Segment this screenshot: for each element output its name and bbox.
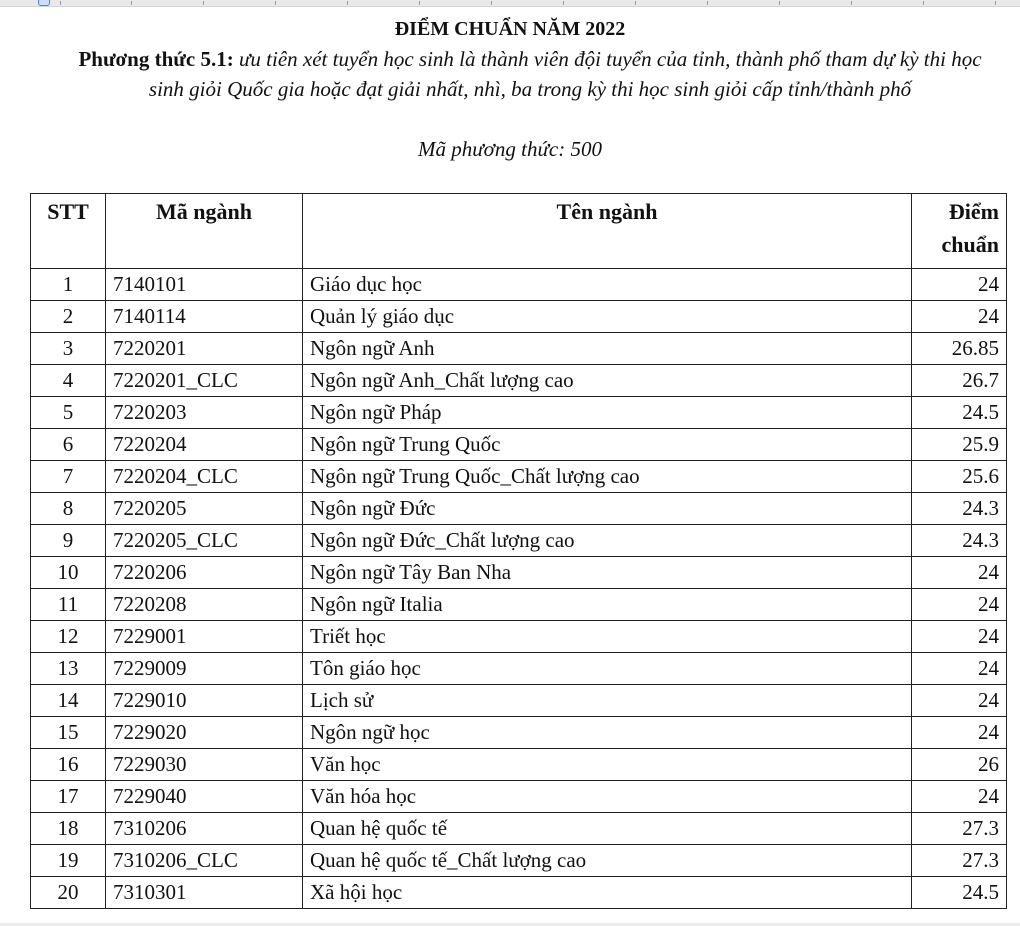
ruler-tick — [779, 1, 780, 5]
table-row — [31, 525, 1007, 557]
table-row — [31, 813, 1007, 845]
header-score-line2: chuẩn — [941, 232, 999, 257]
cell-score: 24.3 — [912, 493, 1007, 525]
cell-score: 24 — [912, 653, 1007, 685]
ruler-tick — [491, 1, 492, 5]
cell-stt: 1 — [31, 269, 106, 301]
cell-code: 7229010 — [106, 685, 303, 717]
cell-name: Ngôn ngữ Pháp — [303, 397, 912, 429]
cell-code: 7220204_CLC — [106, 461, 303, 493]
table-row — [31, 749, 1007, 781]
cell-stt: 2 — [31, 301, 106, 333]
cell-code: 7220205 — [106, 493, 303, 525]
cell-code: 7220206 — [106, 557, 303, 589]
cell-score: 26.85 — [912, 333, 1007, 365]
cell-stt: 18 — [31, 813, 106, 845]
cell-stt: 15 — [31, 717, 106, 749]
cell-stt: 11 — [31, 589, 106, 621]
cell-stt: 10 — [31, 557, 106, 589]
cell-code: 7220204 — [106, 429, 303, 461]
cell-name: Ngôn ngữ Trung Quốc_Chất lượng cao — [303, 461, 912, 493]
ruler-tick — [707, 1, 708, 5]
table-row — [31, 269, 1007, 301]
cell-name: Lịch sử — [303, 685, 912, 717]
method-label: Phương thức 5.1: — [78, 47, 234, 71]
cell-name: Quan hệ quốc tế — [303, 813, 912, 845]
cell-score: 24.5 — [912, 397, 1007, 429]
cell-score: 24 — [912, 589, 1007, 621]
cell-name: Ngôn ngữ Đức_Chất lượng cao — [303, 525, 912, 557]
cell-stt: 19 — [31, 845, 106, 877]
cell-code: 7229020 — [106, 717, 303, 749]
table-row — [31, 589, 1007, 621]
table-row — [31, 493, 1007, 525]
cell-name: Ngôn ngữ Italia — [303, 589, 912, 621]
cell-stt: 3 — [31, 333, 106, 365]
cell-code: 7220201 — [106, 333, 303, 365]
cell-score: 24.5 — [912, 877, 1007, 909]
ruler-tick — [851, 1, 852, 5]
method-description-block — [60, 44, 1000, 104]
cell-name: Quan hệ quốc tế_Chất lượng cao — [303, 845, 912, 877]
cell-name: Ngôn ngữ học — [303, 717, 912, 749]
cell-stt: 6 — [31, 429, 106, 461]
cell-name: Triết học — [303, 621, 912, 653]
table-row — [31, 301, 1007, 333]
table-row — [31, 397, 1007, 429]
table-row — [31, 557, 1007, 589]
ruler-tick — [563, 1, 564, 5]
cell-stt: 20 — [31, 877, 106, 909]
cell-code: 7220201_CLC — [106, 365, 303, 397]
cell-code: 7229009 — [106, 653, 303, 685]
cell-name: Ngôn ngữ Anh — [303, 333, 912, 365]
header-stt: STT — [31, 194, 106, 269]
cell-stt: 16 — [31, 749, 106, 781]
cell-score: 26.7 — [912, 365, 1007, 397]
header-name: Tên ngành — [303, 194, 912, 269]
document-ruler[interactable] — [0, 0, 1020, 7]
cell-stt: 17 — [31, 781, 106, 813]
table-row — [31, 365, 1007, 397]
cell-name: Xã hội học — [303, 877, 912, 909]
cell-stt: 4 — [31, 365, 106, 397]
cell-code: 7220208 — [106, 589, 303, 621]
cell-code: 7310206_CLC — [106, 845, 303, 877]
table-row — [31, 429, 1007, 461]
cell-name: Ngôn ngữ Tây Ban Nha — [303, 557, 912, 589]
ruler-tick — [347, 1, 348, 5]
cell-stt: 7 — [31, 461, 106, 493]
cell-stt: 9 — [31, 525, 106, 557]
cell-name: Ngôn ngữ Anh_Chất lượng cao — [303, 365, 912, 397]
table-row — [31, 877, 1007, 909]
ruler-tick — [275, 1, 276, 5]
cell-name: Giáo dục học — [303, 269, 912, 301]
cell-code: 7140101 — [106, 269, 303, 301]
admission-scores-table — [30, 193, 1007, 909]
cell-score: 24 — [912, 621, 1007, 653]
ruler-tick — [203, 1, 204, 5]
ruler-tick — [60, 1, 61, 5]
cell-score: 24 — [912, 269, 1007, 301]
cell-stt: 13 — [31, 653, 106, 685]
ruler-tick — [635, 1, 636, 5]
table-row — [31, 845, 1007, 877]
header-code: Mã ngành — [106, 194, 303, 269]
ruler-tick — [419, 1, 420, 5]
cell-name: Văn hóa học — [303, 781, 912, 813]
cell-name: Văn học — [303, 749, 912, 781]
cell-score: 24 — [912, 781, 1007, 813]
table-row — [31, 333, 1007, 365]
cell-score: 24 — [912, 685, 1007, 717]
document-title: ĐIỂM CHUẨN NĂM 2022 — [394, 18, 626, 40]
cell-code: 7229001 — [106, 621, 303, 653]
cell-score: 26 — [912, 749, 1007, 781]
cell-name: Quản lý giáo dục — [303, 301, 912, 333]
cell-score: 25.9 — [912, 429, 1007, 461]
table-row — [31, 781, 1007, 813]
table-row — [31, 621, 1007, 653]
ruler-tick — [923, 1, 924, 5]
cell-stt: 5 — [31, 397, 106, 429]
cell-score: 27.3 — [912, 813, 1007, 845]
cell-score: 24 — [912, 717, 1007, 749]
cell-code: 7310301 — [106, 877, 303, 909]
header-score-line1: Điểm — [948, 199, 999, 224]
cell-code: 7310206 — [106, 813, 303, 845]
cell-stt: 14 — [31, 685, 106, 717]
cell-code: 7229040 — [106, 781, 303, 813]
ruler-tick — [995, 1, 996, 5]
cell-stt: 8 — [31, 493, 106, 525]
table-row — [31, 685, 1007, 717]
table-row — [31, 653, 1007, 685]
ruler-tick — [131, 1, 132, 5]
method-code: Mã phương thức: 500 — [417, 137, 602, 161]
cell-code: 7140114 — [106, 301, 303, 333]
cell-code: 7220203 — [106, 397, 303, 429]
table-row — [31, 461, 1007, 493]
cell-name: Ngôn ngữ Đức — [303, 493, 912, 525]
table-header-row — [31, 194, 1007, 269]
cell-code: 7229030 — [106, 749, 303, 781]
method-description: ưu tiên xét tuyển học sinh là thành viên đội tuyển của tỉnh, thành phố tham dự kỳ thi học sinh giỏi Quốc gia hoặc đạt giải nhất, nhì, ba trong kỳ thi học sinh giỏi cấp tỉnh/thành phố — [148, 47, 982, 101]
cell-score: 24.3 — [912, 525, 1007, 557]
header-score — [912, 194, 1007, 269]
cell-score: 25.6 — [912, 461, 1007, 493]
table-row — [31, 717, 1007, 749]
cell-score: 24 — [912, 301, 1007, 333]
indent-marker-icon[interactable] — [38, 0, 50, 6]
cell-stt: 12 — [31, 621, 106, 653]
cell-code: 7220205_CLC — [106, 525, 303, 557]
cell-score: 27.3 — [912, 845, 1007, 877]
cell-name: Ngôn ngữ Trung Quốc — [303, 429, 912, 461]
cell-name: Tôn giáo học — [303, 653, 912, 685]
cell-score: 24 — [912, 557, 1007, 589]
